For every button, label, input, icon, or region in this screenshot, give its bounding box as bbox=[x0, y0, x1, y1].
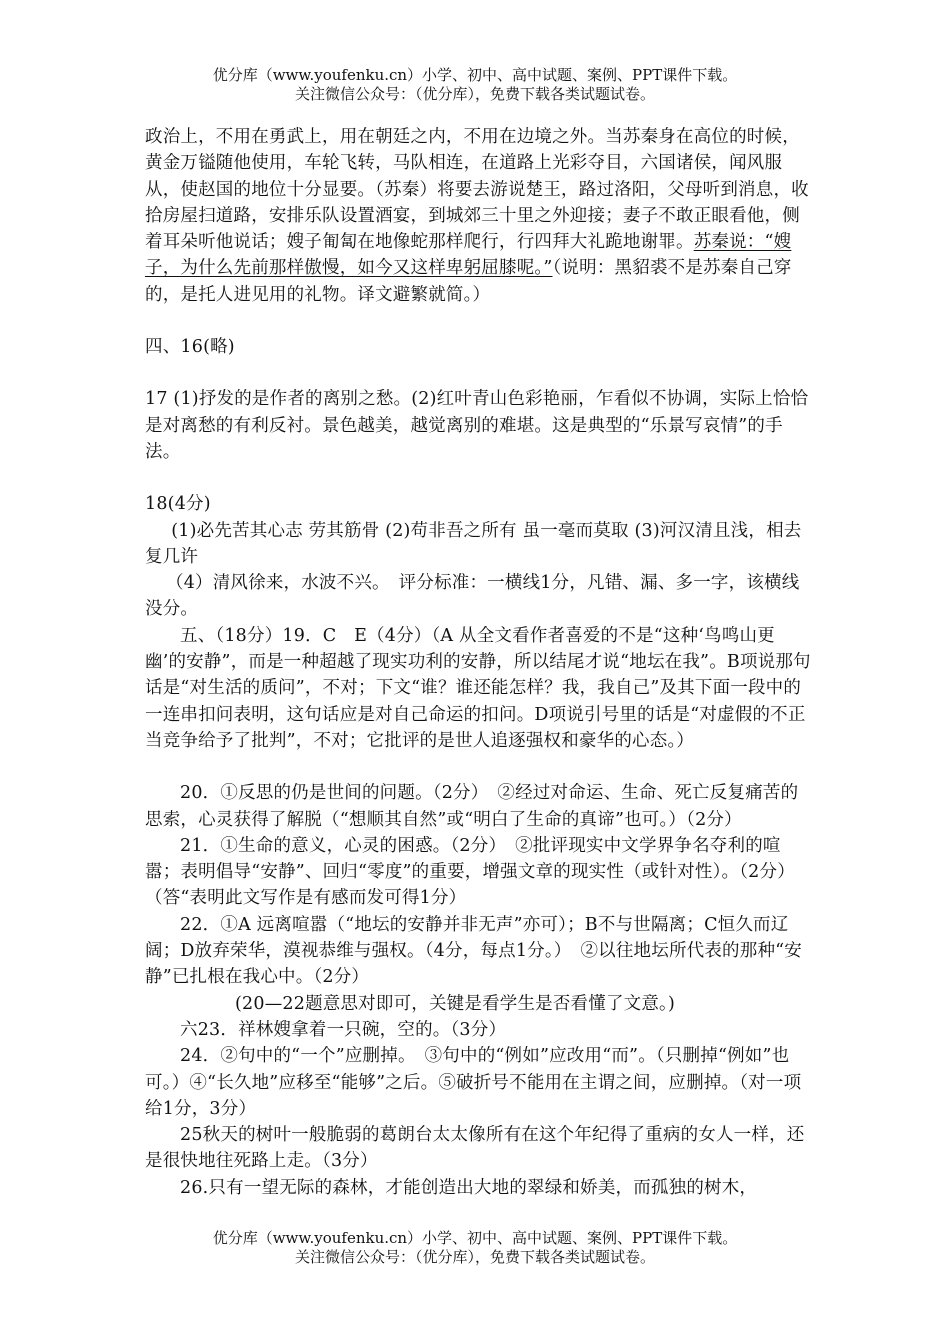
footer-line-1: 优分库（www.youfenku.cn）小学、初中、高中试题、案例、PPT课件下载。 bbox=[212, 1229, 738, 1247]
translation-underlined: 苏秦说：“嫂子，为什么先前那样傲慢，如今又这样卑躬屈膝呢。” bbox=[145, 232, 792, 279]
question-18-answers-a: (1)必先苦其心志 劳其筋骨 (2)苟非吾之所有 虽一毫而莫取 (3)河汉清且浅，相去复几许 bbox=[145, 520, 802, 567]
question-18-answers-b: （4）清风徐来，水波不兴。 评分标准：一横线1分，凡错、漏、多一字，该横线没分。 bbox=[145, 573, 800, 620]
page-footer bbox=[0, 1229, 950, 1267]
translation-note: （说明：黑貂裘不是苏秦自己穿的，是托人进见用的礼物。译文避繁就简。） bbox=[145, 258, 792, 305]
question-21: 21．①生命的意义，心灵的困惑。（2分） ②批评现实中文学界争名夺利的喧嚣；表明倡导“安静”、回归“零度”的重要，增强文章的现实性（或针对性）。（2分）（答“表明此文写作是有感而发可得1分） bbox=[145, 835, 795, 909]
question-22: 22．①A 远离喧嚣（“地坛的安静并非无声”亦可）；B不与世隔离；C恒久而辽阔；D放弃荣华，漠视恭维与强权。（4分，每点1分。） ②以往地坛所代表的那种“安静”已扎根在我心中。（2分） bbox=[145, 914, 802, 988]
page-header bbox=[0, 66, 950, 104]
question-23: 六23．祥林嫂拿着一只碗，空的。（3分） bbox=[180, 1019, 507, 1040]
header-line-1: 优分库（www.youfenku.cn）小学、初中、高中试题、案例、PPT课件下载。 bbox=[212, 66, 738, 84]
translation-paragraph bbox=[145, 124, 813, 308]
questions-20-22-note: (20—22题意思对即可，关键是看学生是否看懂了文意。) bbox=[235, 993, 676, 1014]
answer-body bbox=[145, 124, 813, 1201]
question-17: 17 (1)抒发的是作者的离别之愁。(2)红叶青山色彩艳丽，乍看似不协调，实际上恰恰是对离愁的有利反衬。景色越美，越觉离别的难堪。这是典型的“乐景写哀情”的手法。 bbox=[145, 389, 809, 462]
question-19: 五、（18分）19．C E（4分）（A 从全文看作者喜爱的不是“这种‘鸟鸣山更幽’的安静”，而是一种超越了现实功利的安静，所以结尾才说“地坛在我”。B项说那句话是“对生活的质问”，不对；下文“谁？谁还能怎样？我，我自己”及其下面一段中的一连串扣问表明，这句话应是对自己命运的扣问。D项说引号里的话是“对虚假的不正当竞争给予了批判”，不对；它批评的是世人追逐强权和豪华的心态。） bbox=[145, 625, 811, 751]
question-25: 25秋天的树叶一般脆弱的葛朗台太太像所有在这个年纪得了重病的女人一样，还是很快地往死路上走。（3分） bbox=[145, 1125, 805, 1172]
translation-text: 政治上，不用在勇武上，用在朝廷之内，不用在边境之外。当苏秦身在高位的时候，黄金万镒随他使用，车轮飞转，马队相连，在道路上光彩夺目，六国诸侯，闻风服从，使赵国的地位十分显要。（苏秦）将要去游说楚王，路过洛阳，父母听到消息，收拾房屋扫道路，安排乐队设置酒宴，到城郊三十里之外迎接；妻子不敢正眼看他，侧着耳朵听他说话；嫂子匍匐在地像蛇那样爬行，行四拜大礼跪地谢罪。 bbox=[145, 127, 809, 253]
question-26: 26.只有一望无际的森林，才能创造出大地的翠绿和娇美，而孤独的树木， bbox=[180, 1177, 758, 1198]
header-line-2: 关注微信公众号：（优分库），免费下载各类试题试卷。 bbox=[294, 85, 655, 103]
footer-line-2: 关注微信公众号：（优分库），免费下载各类试题试卷。 bbox=[294, 1248, 655, 1266]
question-24: 24．②句中的“一个”应删掉。 ③句中的“例如”应改用“而”。（只删掉“例如”也可。）④“长久地”应移至“能够”之后。⑤破折号不能用在主谓之间，应删掉。（对一项给1分，3分） bbox=[145, 1046, 802, 1119]
question-18-heading: 18(4分) bbox=[145, 494, 211, 515]
section-4-question-16: 四、16(略) bbox=[145, 337, 235, 358]
question-20: 20．①反思的仍是世间的问题。（2分） ②经过对命运、生命、死亡反复痛苦的思索，心灵获得了解脱（“想顺其自然”或“明白了生命的真谛”也可。）（2分） bbox=[145, 783, 799, 830]
